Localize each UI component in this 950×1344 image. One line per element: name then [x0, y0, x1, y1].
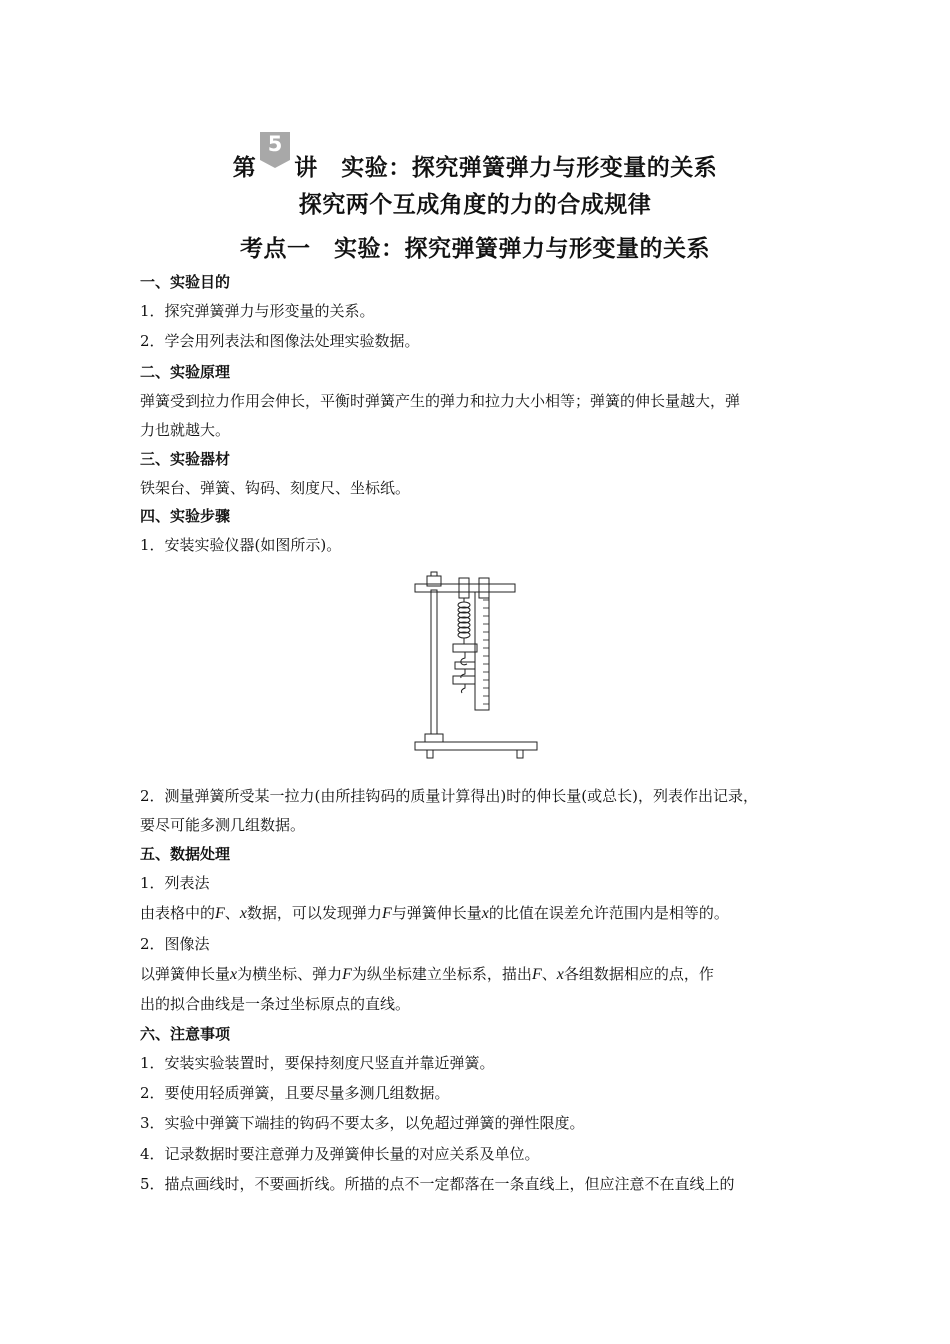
base-foot-right: [517, 750, 523, 758]
section-title: 考点一 实验：探究弹簧弹力与形变量的关系: [240, 236, 710, 262]
apparatus-figure: [405, 570, 545, 774]
var-x: x: [230, 966, 238, 983]
var-F: F: [342, 966, 352, 983]
ruler-ticks: [483, 600, 489, 704]
stand-pole: [431, 590, 437, 734]
heading-principle: 二、实验原理: [140, 363, 231, 381]
note-4: 4．记录数据时要注意弹力及弹簧伸长量的对应关系及单位。: [140, 1145, 540, 1163]
text-seg: 为纵坐标建立坐标系，描出: [351, 965, 532, 983]
text-seg: 以弹簧伸长量: [140, 965, 231, 983]
lecture-number: 5: [267, 132, 283, 156]
base-foot-left: [427, 750, 433, 758]
heading-notes: 六、注意事项: [140, 1025, 231, 1043]
step-1: 1．安装实验仪器(如图所示)。: [140, 536, 342, 554]
purpose-item-2: 2．学会用列表法和图像法处理实验数据。: [140, 332, 420, 350]
heading-data: 五、数据处理: [140, 845, 231, 863]
note-3: 3．实验中弹簧下端挂的钩码不要太多，以免超过弹簧的弹性限度。: [140, 1114, 585, 1132]
var-x: x: [556, 966, 564, 983]
method-2-line-2: 出的拟合曲线是一条过坐标原点的直线。: [140, 995, 411, 1013]
note-2: 2．要使用轻质弹簧，且要尽量多测几组数据。: [140, 1084, 450, 1102]
hooked-weights: [453, 644, 477, 693]
lecture-number-badge: [258, 132, 292, 180]
stand-arm: [415, 584, 515, 592]
text-seg: 与弹簧伸长量: [391, 904, 482, 922]
text-seg: 、: [541, 965, 557, 983]
stand-base: [415, 742, 537, 750]
method-1-text: [140, 903, 729, 924]
title-prefix: 第: [232, 155, 257, 181]
var-F: F: [215, 905, 225, 922]
var-F: F: [531, 966, 542, 983]
principle-line-1: 弹簧受到拉力作用会伸长，平衡时弹簧产生的弹力和拉力大小相等；弹簧的伸长量越大，弹: [140, 392, 741, 410]
iron-stand-spring-diagram: [405, 570, 545, 770]
method-2-title: 2．图像法: [140, 935, 210, 953]
step-2-line-1: 2．测量弹簧所受某一拉力(由所挂钩码的质量计算得出)时的伸长量(或总长)，列表作出记录，: [140, 787, 758, 805]
text-seg: 的比值在误差允许范围内是相等的。: [488, 904, 729, 922]
lecture-title: [0, 132, 950, 182]
principle-line-2: 力也就越大。: [140, 421, 231, 439]
heading-steps: 四、实验步骤: [140, 507, 231, 525]
text-seg: 为横坐标、弹力: [237, 965, 343, 983]
purpose-item-1: 1．探究弹簧弹力与形变量的关系。: [140, 302, 375, 320]
heading-purpose: 一、实验目的: [140, 273, 231, 291]
text-seg: 由表格中的: [140, 904, 216, 922]
spring: [458, 598, 470, 644]
note-5: 5．描点画线时，不要画折线。所描的点不一定都落在一条直线上，但应注意不在直线上的: [140, 1175, 735, 1193]
text-seg: 、: [224, 904, 240, 922]
method-2-line-1: [140, 964, 714, 985]
step-2-line-2: 要尽可能多测几组数据。: [140, 816, 306, 834]
title-suffix: 讲 实验：探究弹簧弹力与形变量的关系: [294, 155, 718, 181]
var-F: F: [381, 905, 392, 922]
heading-equipment: 三、实验器材: [140, 450, 231, 468]
text-seg: 各组数据相应的点，作: [563, 965, 714, 983]
text-seg: 数据，可以发现弹力: [246, 904, 382, 922]
note-1: 1．安装实验装置时，要保持刻度尺竖直并靠近弹簧。: [140, 1054, 495, 1072]
method-1-title: 1．列表法: [140, 874, 210, 892]
var-x: x: [239, 905, 247, 922]
subtitle: 探究两个互成角度的力的合成规律: [298, 192, 652, 218]
equipment-text: 铁架台、弹簧、钩码、刻度尺、坐标纸。: [140, 479, 411, 497]
var-x: x: [481, 905, 489, 922]
